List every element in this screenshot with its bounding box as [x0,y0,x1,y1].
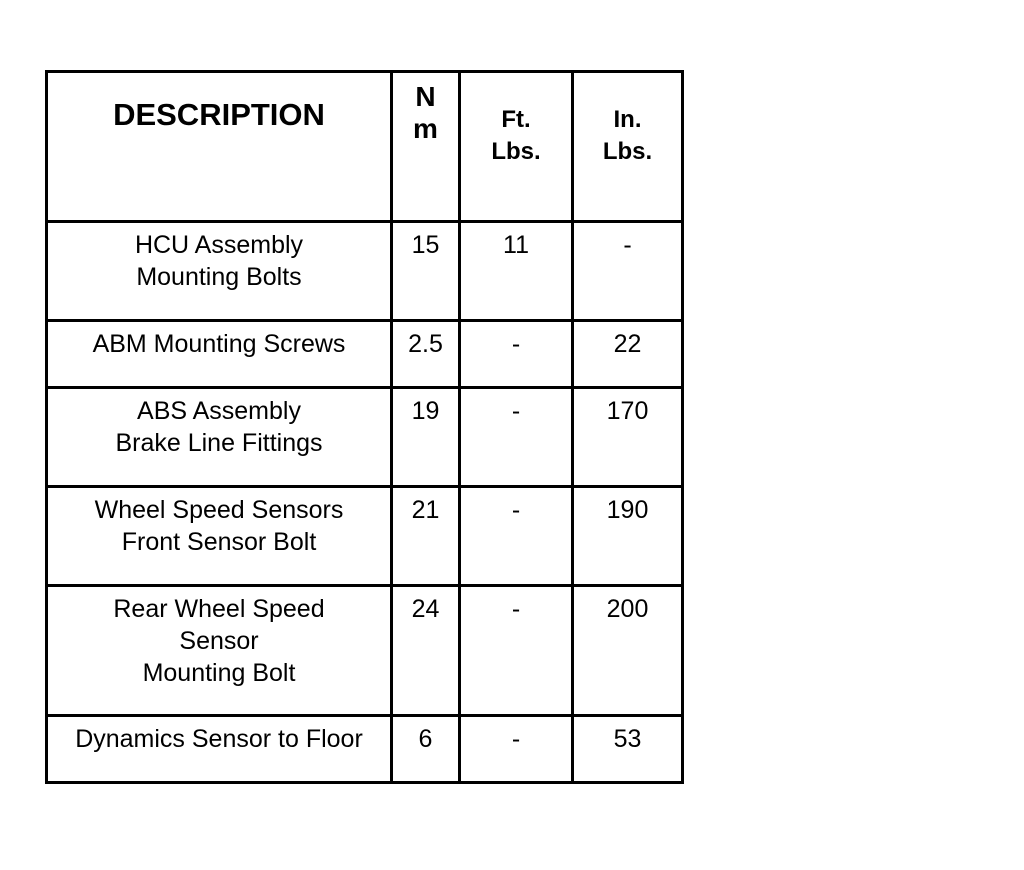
header-foot-pounds: Ft. Lbs. [460,72,573,222]
table-row [47,222,683,321]
header-description: DESCRIPTION [47,72,392,222]
header-newton-meters: N m [392,72,460,222]
table-row [47,388,683,487]
cell-description: HCU Assembly Mounting Bolts [47,222,392,321]
cell-nm: 2.5 [392,321,460,388]
cell-description: ABS Assembly Brake Line Fittings [47,388,392,487]
cell-description: ABM Mounting Screws [47,321,392,388]
cell-ft-lbs: - [460,321,573,388]
cell-nm: 24 [392,586,460,716]
cell-ft-lbs: - [460,487,573,586]
table-row [47,716,683,783]
cell-ft-lbs: 11 [460,222,573,321]
cell-description: Wheel Speed Sensors Front Sensor Bolt [47,487,392,586]
table-header-row [47,72,683,222]
cell-in-lbs: 53 [573,716,683,783]
table-row [47,321,683,388]
header-inch-pounds: In. Lbs. [573,72,683,222]
table-row [47,487,683,586]
cell-ft-lbs: - [460,586,573,716]
cell-description: Dynamics Sensor to Floor [47,716,392,783]
torque-spec-table [45,70,684,784]
cell-nm: 21 [392,487,460,586]
cell-in-lbs: - [573,222,683,321]
cell-nm: 15 [392,222,460,321]
table-row [47,586,683,716]
cell-ft-lbs: - [460,716,573,783]
cell-in-lbs: 200 [573,586,683,716]
cell-in-lbs: 170 [573,388,683,487]
cell-nm: 19 [392,388,460,487]
cell-in-lbs: 190 [573,487,683,586]
cell-nm: 6 [392,716,460,783]
cell-description: Rear Wheel Speed Sensor Mounting Bolt [47,586,392,716]
cell-in-lbs: 22 [573,321,683,388]
cell-ft-lbs: - [460,388,573,487]
